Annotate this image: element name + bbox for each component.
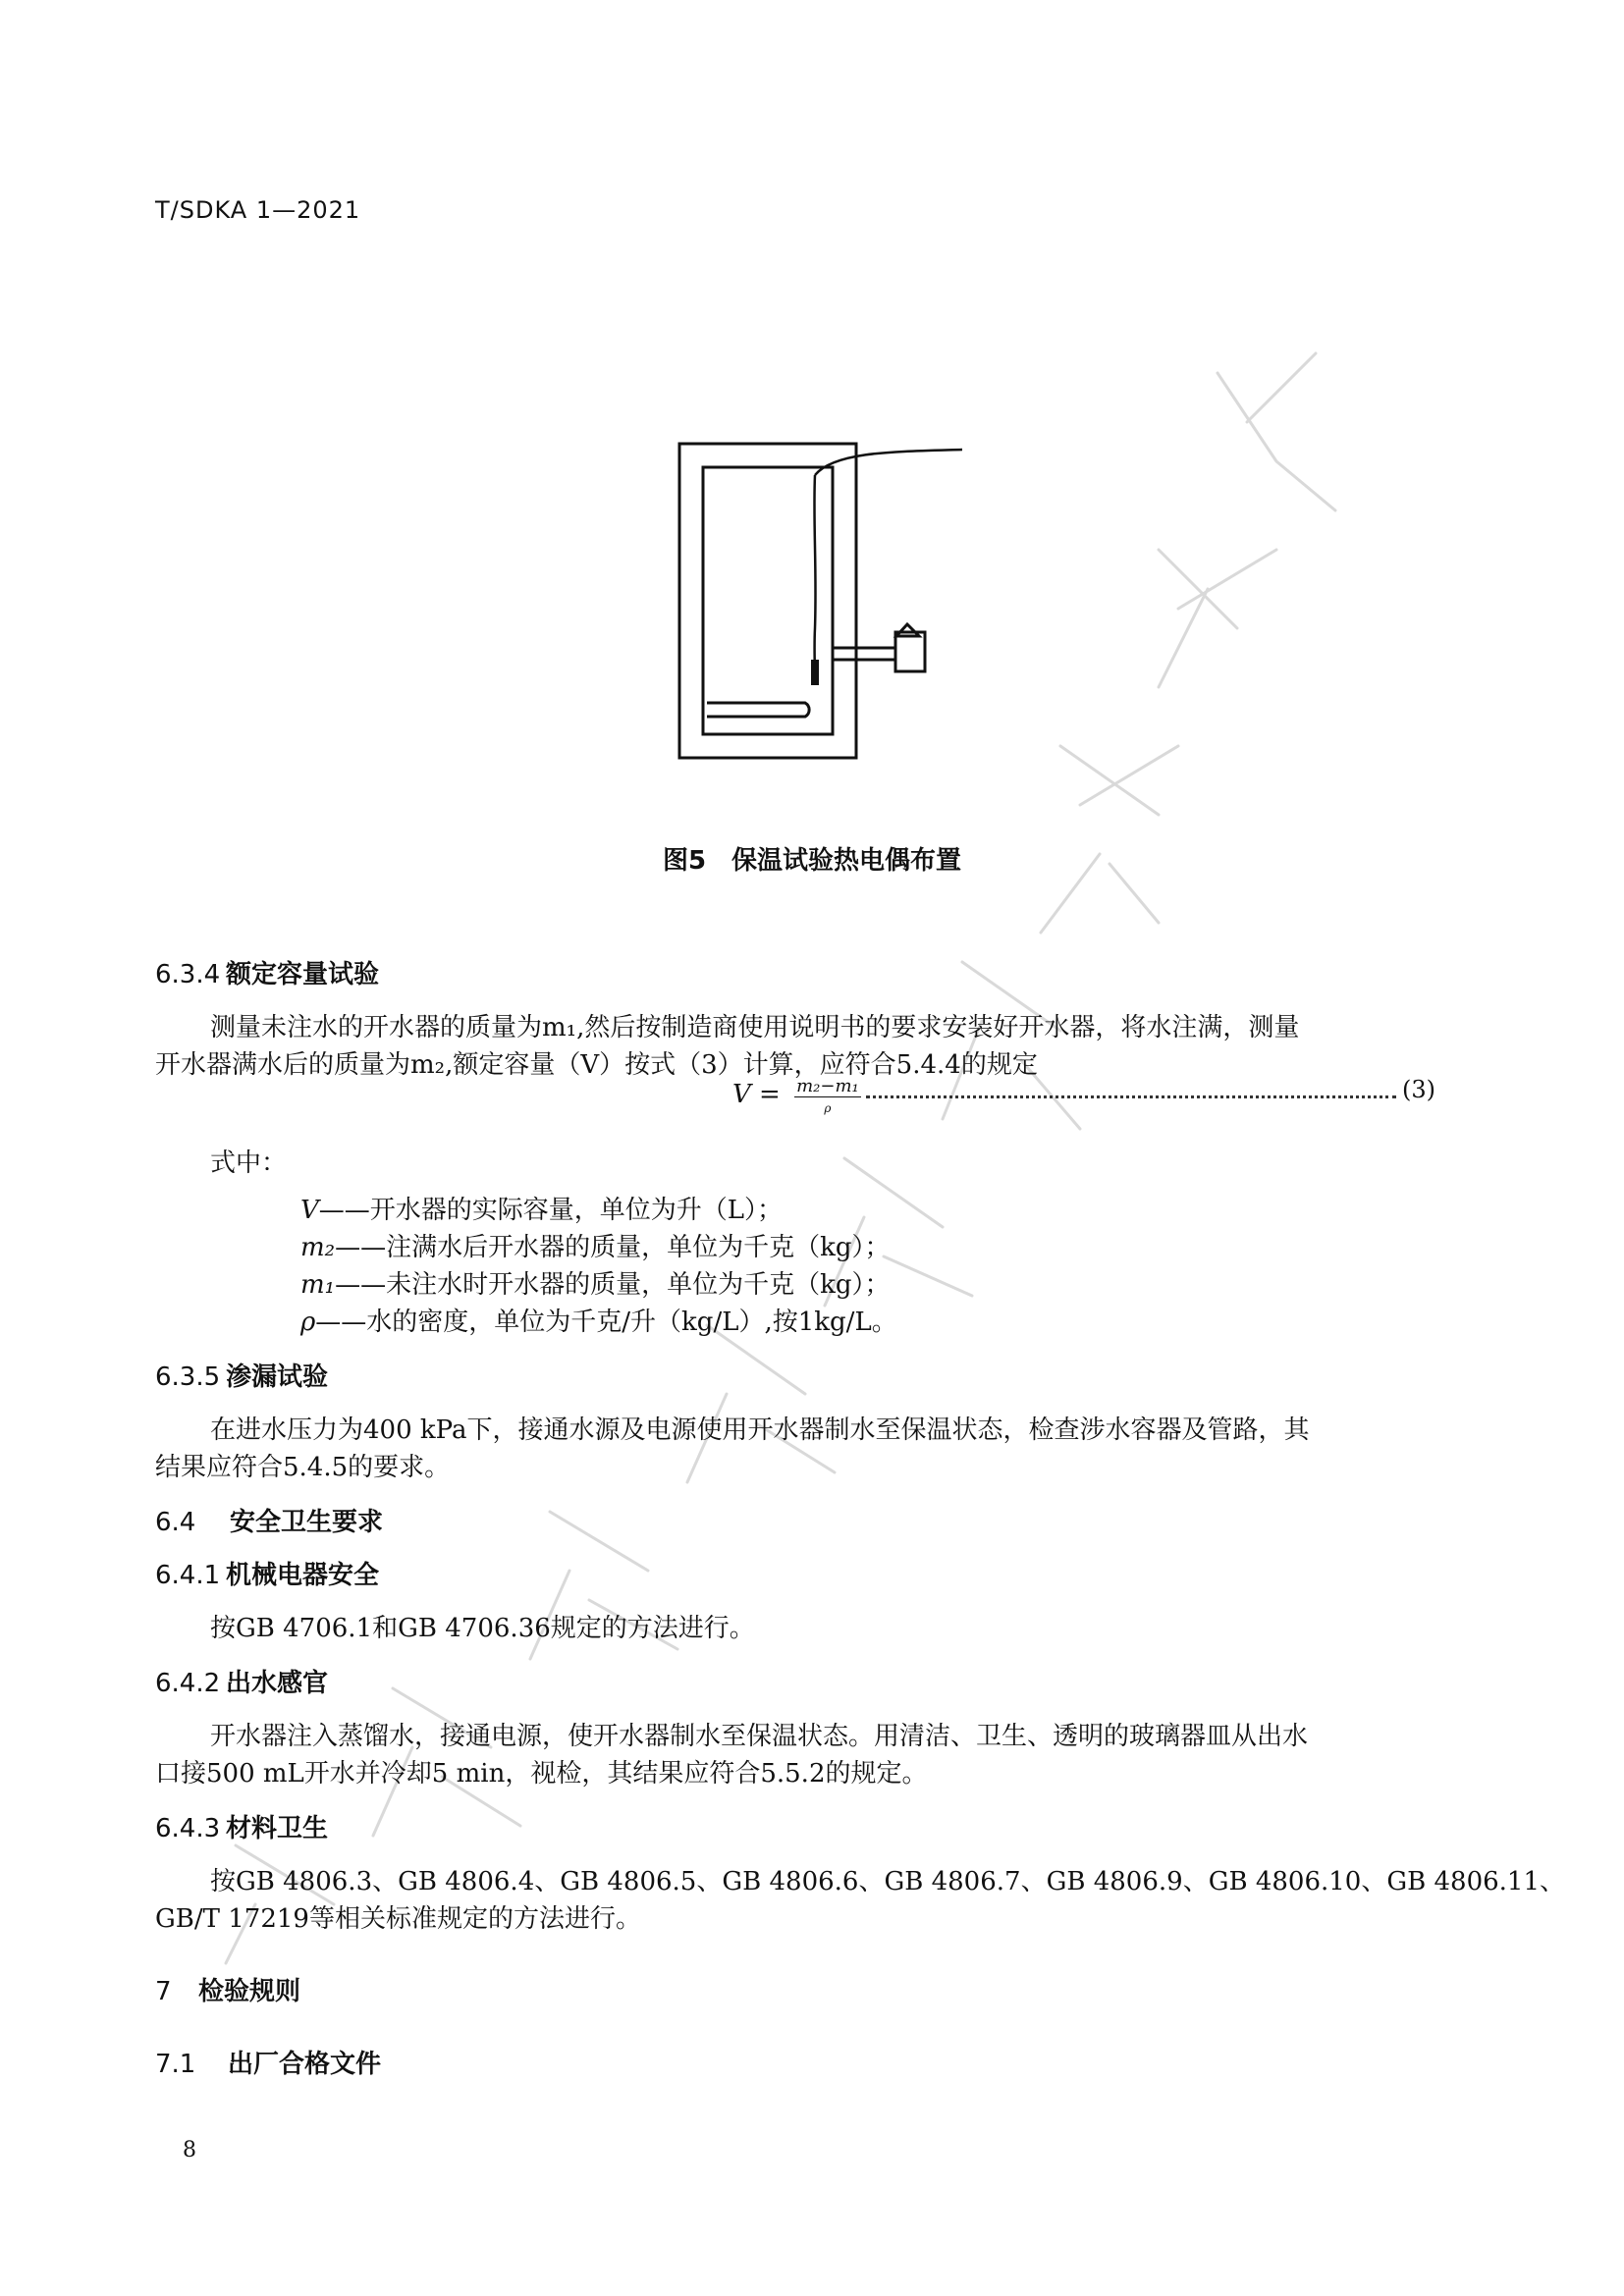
variable-symbol: ρ [300, 1308, 316, 1337]
section-heading-7-1 [155, 2044, 381, 2080]
section-title: 机械电器安全 [226, 1561, 380, 1590]
section-number: 6.4 [155, 1508, 196, 1537]
section-number: 6.4.1 [155, 1561, 221, 1590]
formula-3 [732, 1076, 861, 1115]
variable-symbol: m₂ [300, 1233, 336, 1262]
variable-symbol: m₁ [300, 1270, 336, 1300]
page-number: 8 [183, 2138, 196, 2163]
figure-caption: 图5 保温试验热电偶布置 [662, 846, 962, 876]
paragraph-line: 口接500 mL开水并冷却5 min，视检，其结果应符合5.5.2的规定。 [155, 1759, 928, 1789]
formula-leader-dots [866, 1084, 1396, 1098]
thermocouple-diagram [668, 432, 962, 766]
document-code: T/SDKA 1—2021 [155, 196, 361, 224]
section-number: 6.4.3 [155, 1814, 221, 1843]
variable-definition [300, 1264, 890, 1301]
section-number: 7 [155, 1977, 172, 2006]
section-heading-7 [155, 1971, 300, 2007]
section-title: 检验规则 [198, 1977, 301, 2006]
paragraph-line: GB/T 17219等相关标准规定的方法进行。 [155, 1904, 641, 1934]
paragraph-line: 在进水压力为400 kPa下，接通水源及电源使用开水器制水至保温状态，检查涉水容器及管路，其 [210, 1415, 1310, 1445]
variable-description: ——注满水后开水器的质量，单位为千克（kg）； [335, 1233, 891, 1262]
variable-description: ——水的密度，单位为千克/升（kg/L）,按1kg/L。 [315, 1308, 897, 1337]
inner-tank [703, 467, 833, 734]
paragraph-line: 测量未注水的开水器的质量为m₁,然后按制造商使用说明书的要求安装好开水器，将水注满，测量 [210, 1013, 1300, 1042]
thermocouple-wire [814, 475, 815, 677]
section-title: 渗漏试验 [226, 1362, 329, 1392]
thermocouple-probe [811, 660, 819, 685]
section-heading-6-3-4 [155, 954, 379, 990]
variable-definition [300, 1190, 783, 1226]
formula-fraction [794, 1076, 861, 1115]
formula-number: (3) [1402, 1076, 1435, 1103]
section-heading-6-4-3 [155, 1808, 328, 1844]
variable-definition [300, 1302, 897, 1338]
section-title: 额定容量试验 [226, 960, 380, 989]
paragraph-line: 开水器注入蒸馏水，接通电源，使开水器制水至保温状态。用清洁、卫生、透明的玻璃器皿从出水 [210, 1722, 1309, 1751]
variable-symbol: V [300, 1196, 319, 1225]
section-heading-6-4-1 [155, 1555, 379, 1591]
paragraph-line: 结果应符合5.4.5的要求。 [155, 1453, 451, 1482]
section-number: 6.3.5 [155, 1362, 221, 1392]
paragraph-line: 开水器满水后的质量为m₂,额定容量（V）按式（3）计算，应符合5.4.4的规定 [155, 1050, 1038, 1080]
variable-definition [300, 1227, 890, 1263]
where-label: 式中： [210, 1148, 288, 1178]
formula-numerator: m₂−m₁ [796, 1076, 859, 1096]
section-number: 6.3.4 [155, 960, 221, 989]
valve-handle [896, 624, 919, 636]
section-number: 6.4.2 [155, 1669, 221, 1698]
heating-element [707, 703, 809, 717]
section-title: 安全卫生要求 [230, 1508, 384, 1537]
paragraph-line: 按GB 4806.3、GB 4806.4、GB 4806.5、GB 4806.6、GB 4806.7、GB 4806.9、GB 4806.10、GB 4806.11、 [210, 1867, 1566, 1896]
section-title: 出水感官 [226, 1669, 329, 1698]
paragraph-line: 按GB 4706.1和GB 4706.36规定的方法进行。 [210, 1614, 755, 1643]
outlet-pipe [833, 648, 895, 660]
formula-denominator: ρ [824, 1101, 832, 1115]
outer-tank [679, 444, 856, 758]
variable-description: ——开水器的实际容量，单位为升（L）； [318, 1196, 784, 1225]
valve-body [895, 632, 925, 671]
section-title: 出厂合格文件 [228, 2050, 382, 2079]
formula-lhs: V = [732, 1080, 781, 1109]
section-heading-6-4-2 [155, 1663, 328, 1699]
section-title: 材料卫生 [226, 1814, 329, 1843]
section-heading-6-4 [155, 1502, 383, 1538]
section-number: 7.1 [155, 2050, 196, 2079]
variable-description: ——未注水时开水器的质量，单位为千克（kg）； [335, 1270, 891, 1300]
section-heading-6-3-5 [155, 1357, 328, 1393]
